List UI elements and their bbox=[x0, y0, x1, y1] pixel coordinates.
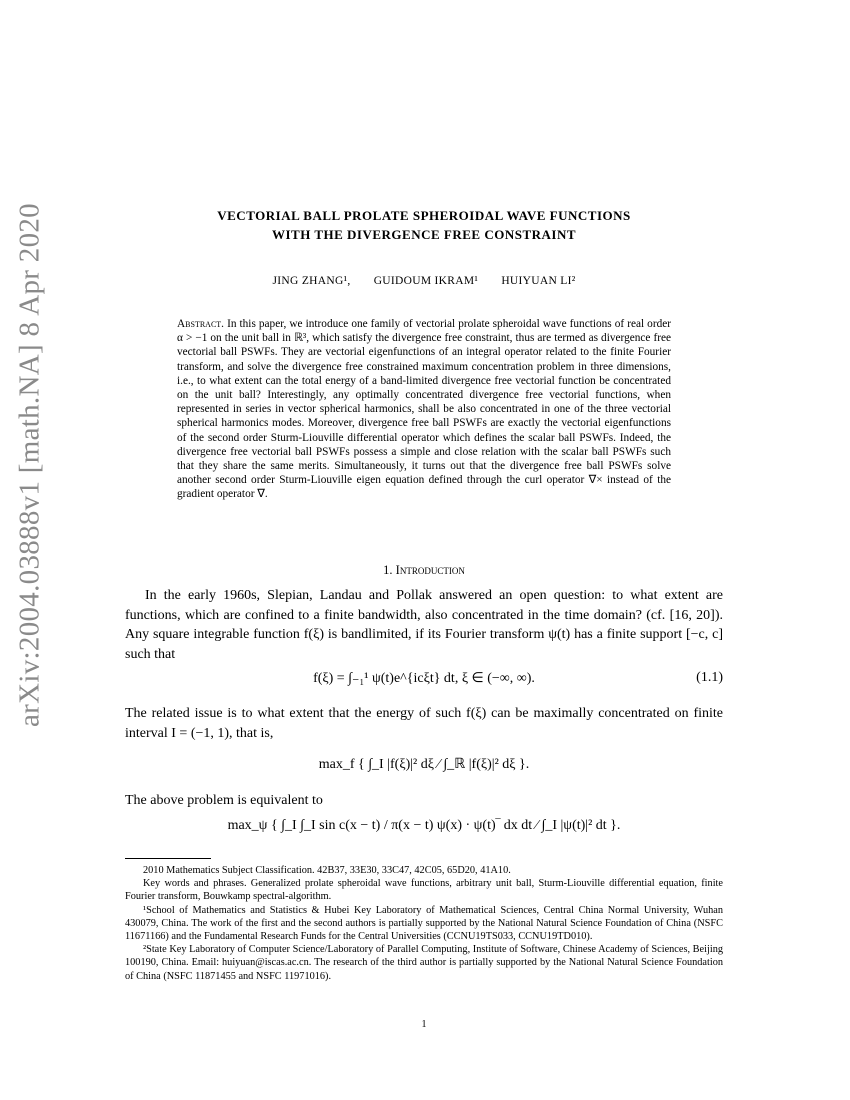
footnote-msc: 2010 Mathematics Subject Classification. 42B37, 33E30, 33C47, 42C05, 65D20, 41A10. bbox=[143, 865, 511, 876]
author-2: GUIDOUM IKRAM¹ bbox=[373, 275, 479, 287]
author-1: JING ZHANG¹, bbox=[272, 275, 351, 287]
footnotes bbox=[125, 864, 723, 983]
author-list bbox=[125, 275, 723, 287]
footnote-rule bbox=[125, 858, 211, 859]
footnote-affiliation-2: ²State Key Laboratory of Computer Science/Laboratory of Parallel Computing, Institute of Software, Chinese Academy of Sciences, Beijing 100190, China. Email: huiyuan@iscas.ac.cn. The research of the third author is partially supported by the National Natural Science Foundation of China (NSFC 11871455 and NSFC 11971016). bbox=[125, 944, 723, 982]
equation-number: (1.1) bbox=[696, 670, 723, 685]
equation-2-body: max_f { ∫_I |f(ξ)|² dξ ⁄ ∫_ℝ |f(ξ)|² dξ }. bbox=[318, 757, 530, 772]
paper-title bbox=[125, 206, 723, 244]
equation-2 bbox=[125, 756, 723, 773]
arxiv-identifier-text: arXiv:2004.03888v1 [math.NA] 8 Apr 2020 bbox=[13, 203, 46, 727]
abstract bbox=[177, 317, 671, 502]
section-heading: 1. Introduction bbox=[383, 563, 465, 577]
equation-3-body: max_ψ { ∫_I ∫_I sin c(x − t) / π(x − t) ψ(x) · ψ(t)‾ dx dt ⁄ ∫_I |ψ(t)|² dt }. bbox=[227, 818, 621, 833]
equation-3 bbox=[125, 818, 723, 834]
abstract-label: Abstract. bbox=[177, 318, 224, 330]
author-3: HUIYUAN LI² bbox=[501, 275, 576, 287]
footnote-affiliation-1: ¹School of Mathematics and Statistics & Hubei Key Laboratory of Mathematical Sciences, Central China Normal University, Wuhan 430079, China. The work of the first and the second authors is partially supported by the National Natural Science Foundation of China (NSFC 11671166) and the Fundamental Research Funds for the Central Universities (CCNU19TS033, CCNU19TD010). bbox=[125, 904, 723, 943]
footnote-keywords: Key words and phrases. Generalized prolate spheroidal wave functions, arbitrary unit ball, Sturm-Liouville differential equation, finite Fourier transform, Bouwkamp spectral-algorithm. bbox=[125, 878, 723, 903]
paragraph-3-text: The above problem is equivalent to bbox=[125, 793, 323, 808]
abstract-text: In this paper, we introduce one family of vectorial prolate spheroidal wave functions of real order α > −1 on the unit ball in ℝ³, which satisfy the divergence free constraint, thus are termed as divergence free vectorial ball PSWFs. They are vectorial eigenfunctions of an integral operator related to the finite Fourier transform, and solve the divergence free constrained maximum concentration problem in three dimensions, i.e., to what extent can the total energy of a band-limited divergence free vectorial function be concentrated on the unit ball? Interestingly, any optimally concentrated divergence free vectorial functions, when represented in series in vector spherical harmonics, shall be also concentrated in one of the three vectorial spherical harmonics modes. Moreover, divergence free ball PSWFs are exactly the vectorial eigenfunctions of the second order Sturm-Liouville differential operator which defines the scalar ball PSWFs. Indeed, the divergence free vectorial ball PSWFs possess a simple and close relation with the scalar ball PSWFs such that they share the same merits. Simultaneously, it turns out that the divergence free ball PSWFs solve another second order Sturm-Liouville eigen equation defined through the curl operator ∇× instead of the gradient operator ∇. bbox=[177, 318, 672, 501]
title-line-1: VECTORIAL BALL PROLATE SPHEROIDAL WAVE FUNCTIONS bbox=[217, 208, 631, 223]
equation-1-1 bbox=[125, 670, 723, 687]
paragraph-1 bbox=[125, 586, 723, 664]
paragraph-3 bbox=[125, 791, 723, 811]
arxiv-identifier bbox=[0, 0, 60, 1100]
paragraph-2 bbox=[125, 704, 723, 743]
paragraph-2-text: The related issue is to what extent that the energy of such f(ξ) can be maximally concentrated on finite interval I = (−1, 1), that is, bbox=[125, 706, 723, 741]
equation-1-1-body: f(ξ) = ∫₋₁¹ ψ(t)e^{icξt} dt, ξ ∈ (−∞, ∞). bbox=[313, 671, 535, 686]
paragraph-1-text: In the early 1960s, Slepian, Landau and Pollak answered an open question: to what extent are functions, which are confined to a finite bandwidth, also concentrated in the time domain? (cf. [16, 20]). Any square integrable function f(ξ) is bandlimited, if its Fourier transform ψ(t) has a finite support [−c, c] such that bbox=[125, 588, 723, 662]
page-number: 1 bbox=[421, 1019, 427, 1030]
title-line-2: WITH THE DIVERGENCE FREE CONSTRAINT bbox=[271, 227, 577, 242]
